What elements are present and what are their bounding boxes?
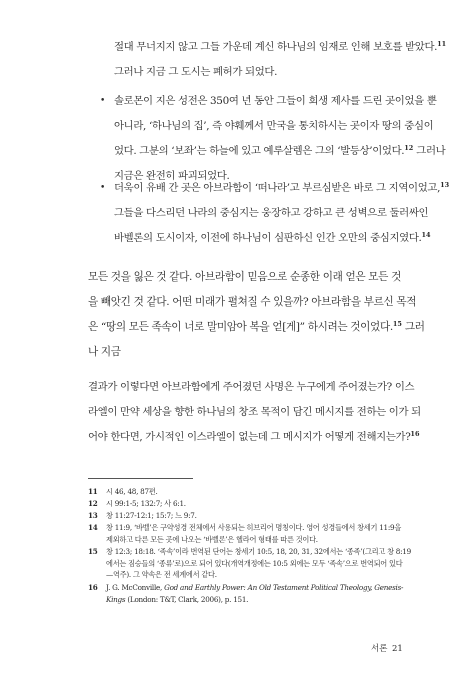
- book-title: Kings: [106, 594, 126, 604]
- text-line: 아니라, ‘하나님의 집’, 즉 야훼께서 만국을 통치하시는 곳이자 땅의 중심이: [114, 120, 434, 132]
- footnote: [88, 582, 413, 605]
- text-line: 은 “땅의 모든 족속이 너로 말미암아 복을 얻[게]” 하시려는 것이었다.$^{15}$ 그러: [88, 320, 425, 333]
- book-title: God and Earthly Power: An Old Testament Political Theology, Genesis-: [164, 583, 404, 592]
- text-line: 결과가 이렇다면 아브라함에게 주어졌던 사명은 누구에게 주어졌는가? 이스: [88, 381, 415, 393]
- text-line: 모든 것을 잃은 것 같다. 아브라함이 믿음으로 순종한 이래 얻은 모든 것: [88, 271, 401, 283]
- footnote-number: 11: [88, 487, 98, 496]
- footnote: [88, 498, 413, 510]
- text-line: 그러나 지금 그 도시는 폐허가 되었다.: [114, 66, 278, 78]
- footnote-number: 14: [88, 523, 98, 532]
- text-line: 어야 한다면, 가시적인 이스라엘이 없는데 그 메시지가 어떻게 전해지는가?$^{16}$: [88, 430, 420, 443]
- footnote-number: 15: [88, 547, 98, 556]
- footnote-ref[interactable]: 13: [440, 181, 450, 189]
- footnote-ref[interactable]: 16: [410, 430, 420, 438]
- footnote: [88, 510, 413, 522]
- footnote-text: 시 46, 48, 87편.: [106, 487, 158, 496]
- text-line: 솔로몬이 지은 성전은 350여 년 동안 그들이 희생 제사를 드린 곳이었을 뿐: [114, 95, 437, 107]
- text-line: 나 지금: [88, 346, 121, 358]
- footnote-number: 16: [88, 583, 98, 592]
- running-footer: 서론: [371, 644, 388, 654]
- footnote-number: 13: [88, 511, 98, 520]
- footnote-ref[interactable]: 14: [421, 231, 431, 239]
- text-line: 그들을 다스리던 나라의 중심지는 웅장하고 강하고 큰 성벽으로 둘러싸인: [114, 207, 429, 219]
- footnote-divider: [88, 478, 193, 479]
- footnote-number: 12: [88, 499, 98, 508]
- footnote: [88, 546, 413, 581]
- footnote-text: J. G. McConville, God and Earthly Power: An Old Testament Political Theology, Genesis- Kings (London: T&T, Clark, 2006), p. 151.: [106, 583, 404, 604]
- footnote-ref[interactable]: 15: [392, 320, 402, 328]
- text-line: 더욱이 유배 간 곳은 아브라함이 ‘떠나라’고 부르심받은 바로 그 지역이었고,$^{13}$: [114, 181, 450, 194]
- footnote-ref[interactable]: 11: [437, 40, 447, 48]
- text-line: 바벨론의 도시이자, 이전에 하나님이 심판하신 인간 오만의 중심지였다.$^{14}$: [114, 231, 431, 244]
- footnote-text: 창 12:3; 18:18. ‘족속’이라 번역된 단어는 창세기 10:5, 18, 20, 31, 32에서는 ‘종족’(그리고 창 8:19 에서는 짐승들의 ‘종류’로)으로 되어 있다(개역개정에는 10:5 외에는 모두 ‘족속’으로 번역되어 있다 —역주). 그 약속은 전 세계에서 같다.: [106, 547, 411, 580]
- footnote-text: 창 11:9, ‘바벨’은 구약성경 전체에서 사용되는 히브리어 명칭이다. 영어 성경들에서 창세기 11:9을 제외하고 다른 모든 곳에 나오는 ‘바벨론’은 헬라어 형태를 따른 것이다.: [106, 523, 402, 544]
- page-number: 21: [392, 644, 403, 654]
- footnote-text: 창 11:27-12:1; 15:7; 느 9:7.: [106, 511, 197, 520]
- footnote: [88, 486, 413, 498]
- text-line: 을 빼앗긴 것 같다. 어떤 미래가 펼쳐질 수 있을까? 아브라함을 부르신 목적: [88, 296, 417, 308]
- footnote-text: 시 99:1-5; 132:7; 사 6:1.: [106, 499, 186, 508]
- bullet-icon: •: [100, 96, 106, 106]
- text-line: 었다. 그분의 ‘보좌’는 하늘에 있고 예루살렘은 그의 ‘발등상’이었다.$^{12}$ 그러나: [114, 144, 446, 157]
- text-line: 절대 무너지지 않고 그들 가운데 계신 하나님의 임재로 인해 보호를 받았다.$^{11}$: [114, 40, 447, 53]
- bullet-icon: •: [100, 183, 106, 193]
- footnote: [88, 522, 413, 545]
- text-line: 지금은 완전히 파괴되었다.: [114, 170, 230, 182]
- text-line: 라엘이 만약 세상을 향한 하나님의 창조 목적이 담긴 메시지를 전하는 이가 되: [88, 406, 421, 418]
- footnote-ref[interactable]: 12: [404, 144, 414, 152]
